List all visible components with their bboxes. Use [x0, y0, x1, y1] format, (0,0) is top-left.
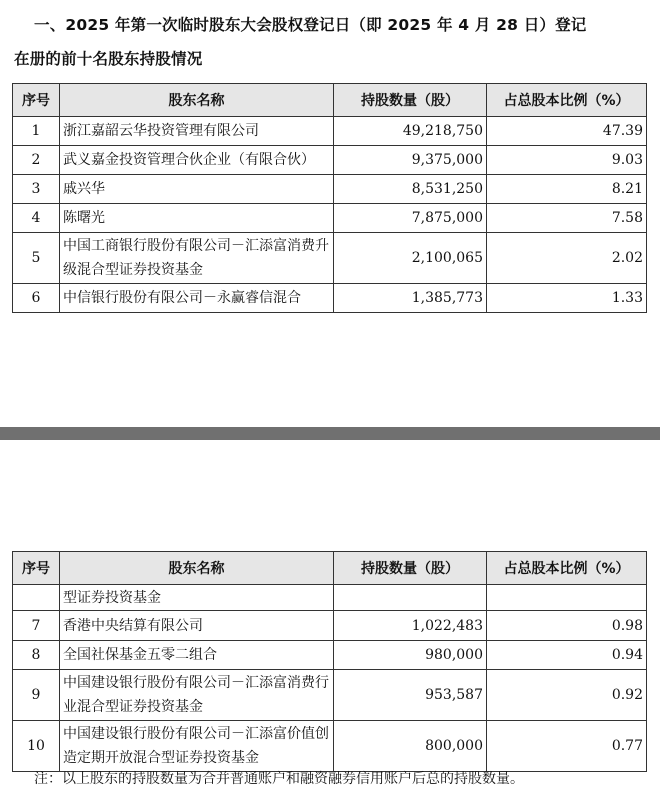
- page-break-divider: [0, 427, 660, 440]
- cell-no: 7: [13, 611, 60, 641]
- table-header-row: [13, 552, 647, 585]
- cell-shares: 1,022,483: [334, 611, 487, 641]
- table-row: [13, 146, 647, 175]
- cell-name: 中国建设银行股份有限公司－汇添富价值创造定期开放混合型证券投资基金: [60, 721, 334, 772]
- footnote: 注：以上股东的持股数量为合并普通账户和融资融券信用账户后总的持股数量。: [34, 771, 524, 787]
- header-shares: 持股数量（股）: [334, 552, 487, 585]
- cell-no: 6: [13, 284, 60, 313]
- cell-no: 5: [13, 233, 60, 284]
- cell-pct: 8.21: [487, 175, 647, 204]
- cell-shares: 800,000: [334, 721, 487, 772]
- cell-no: 1: [13, 117, 60, 146]
- cell-name: 中国工商银行股份有限公司－汇添富消费升级混合型证券投资基金: [60, 233, 334, 284]
- heading-line-1: 一、2025 年第一次临时股东大会股权登记日（即 2025 年 4 月 28 日）登记: [34, 16, 587, 34]
- table-row: [13, 204, 647, 233]
- cell-pct: 9.03: [487, 146, 647, 175]
- shareholders-table-part-1: [12, 83, 647, 313]
- header-pct: 占总股本比例（%）: [487, 552, 647, 585]
- page-heading: [14, 8, 654, 76]
- cell-pct: 0.92: [487, 670, 647, 721]
- header-name: 股东名称: [60, 84, 334, 117]
- header-pct: 占总股本比例（%）: [487, 84, 647, 117]
- header-name: 股东名称: [60, 552, 334, 585]
- cell-pct: 7.58: [487, 204, 647, 233]
- table-row: [13, 233, 647, 284]
- header-no: 序号: [13, 552, 60, 585]
- cell-name: 香港中央结算有限公司: [60, 611, 334, 641]
- cell-no: 2: [13, 146, 60, 175]
- cell-shares: 9,375,000: [334, 146, 487, 175]
- shareholders-table-part-2: [12, 551, 647, 772]
- cell-shares: 953,587: [334, 670, 487, 721]
- cell-pct: 2.02: [487, 233, 647, 284]
- cell-no: 3: [13, 175, 60, 204]
- cell-name: 戚兴华: [60, 175, 334, 204]
- table-row: [13, 721, 647, 772]
- cell-name: 中信银行股份有限公司－永赢睿信混合: [60, 284, 334, 313]
- cell-pct: 0.77: [487, 721, 647, 772]
- cell-name: 陈曙光: [60, 204, 334, 233]
- table-row: [13, 641, 647, 670]
- table-row: [13, 670, 647, 721]
- cell-shares: 2,100,065: [334, 233, 487, 284]
- table-row: [13, 611, 647, 641]
- cell-name: 全国社保基金五零二组合: [60, 641, 334, 670]
- cell-name: 型证券投资基金: [60, 585, 334, 611]
- table-row: [13, 284, 647, 313]
- header-shares: 持股数量（股）: [334, 84, 487, 117]
- table-row: [13, 585, 647, 611]
- table-row: [13, 117, 647, 146]
- table-row: [13, 175, 647, 204]
- cell-no: [13, 585, 60, 611]
- cell-pct: 47.39: [487, 117, 647, 146]
- table-header-row: [13, 84, 647, 117]
- cell-name: 浙江嘉韶云华投资管理有限公司: [60, 117, 334, 146]
- heading-line-2: 在册的前十名股东持股情况: [14, 50, 203, 68]
- cell-no: 10: [13, 721, 60, 772]
- cell-shares: 49,218,750: [334, 117, 487, 146]
- cell-shares: 1,385,773: [334, 284, 487, 313]
- cell-pct: 0.98: [487, 611, 647, 641]
- cell-no: 4: [13, 204, 60, 233]
- cell-shares: 8,531,250: [334, 175, 487, 204]
- cell-shares: 980,000: [334, 641, 487, 670]
- cell-pct: [487, 585, 647, 611]
- cell-name: 武义嘉金投资管理合伙企业（有限合伙）: [60, 146, 334, 175]
- cell-name: 中国建设银行股份有限公司－汇添富消费行业混合型证券投资基金: [60, 670, 334, 721]
- cell-pct: 1.33: [487, 284, 647, 313]
- header-no: 序号: [13, 84, 60, 117]
- cell-pct: 0.94: [487, 641, 647, 670]
- cell-no: 9: [13, 670, 60, 721]
- cell-shares: 7,875,000: [334, 204, 487, 233]
- cell-shares: [334, 585, 487, 611]
- cell-no: 8: [13, 641, 60, 670]
